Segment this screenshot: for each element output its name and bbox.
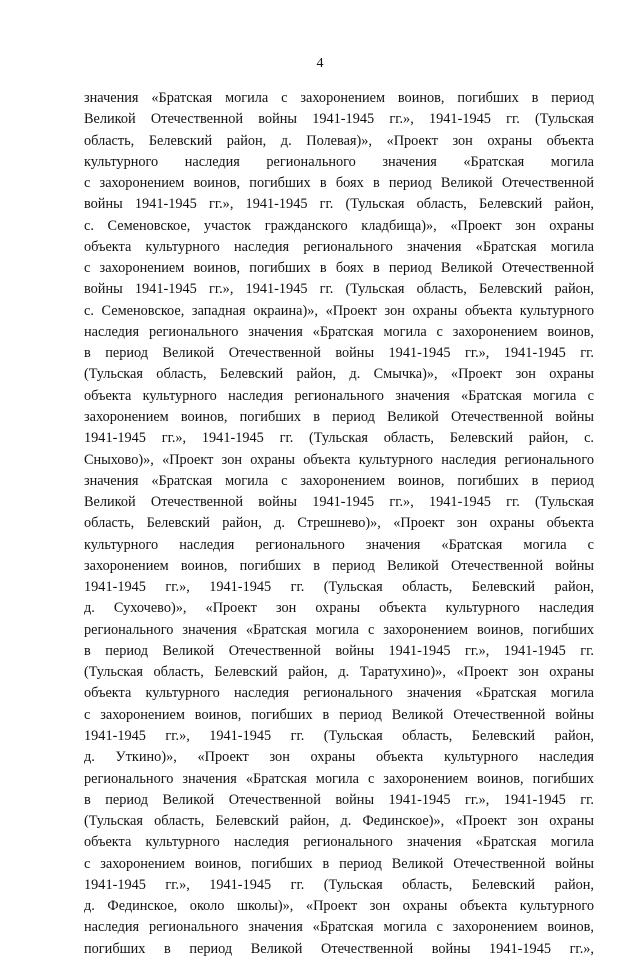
text-line: с. Семеновское, западная окраина)», «Проект зон охраны объекта культурного xyxy=(84,302,594,319)
text-line: (Тульская область, Белевский район, д. Фединское)», «Проект зон охраны xyxy=(84,813,594,830)
text-line: с захоронением воинов, погибших в период Великой Отечественной войны xyxy=(84,706,594,723)
text-line: в период Великой Отечественной войны 1941-1945 гг.», 1941-1945 гг. xyxy=(84,642,594,659)
text-line: культурного наследия регионального значения «Братская могила xyxy=(84,153,594,170)
text-line: 1941-1945 гг.», 1941-1945 гг. (Тульская область, Белевский район, с. xyxy=(84,430,594,447)
text-line: область, Белевский район, д. Стрешнево)», «Проект зон охраны объекта xyxy=(84,515,594,532)
text-line: погибших в период Великой Отечественной войны 1941-1945 гг.», xyxy=(84,940,594,957)
text-line: объекта культурного наследия регионального значения «Братская могила с xyxy=(84,387,594,404)
text-line: культурного наследия регионального значения «Братская могила с xyxy=(84,536,594,553)
text-line: объекта культурного наследия регионального значения «Братская могила xyxy=(84,685,594,702)
text-line: захоронением воинов, погибших в период Великой Отечественной войны xyxy=(84,557,594,574)
text-line: с захоронением воинов, погибших в период Великой Отечественной войны xyxy=(84,855,594,872)
body-text xyxy=(84,88,594,960)
text-line: значения «Братская могила с захоронением воинов, погибших в период xyxy=(84,90,594,106)
text-line: область, Белевский район, д. Полевая)», «Проект зон охраны объекта xyxy=(84,132,594,149)
text-line: с захоронением воинов, погибших в боях в период Великой Отечественной xyxy=(84,175,594,192)
text-line: д. Уткино)», «Проект зон охраны объекта культурного наследия xyxy=(84,749,594,766)
text-line: 1941-1945 гг.», 1941-1945 гг. (Тульская область, Белевский район, xyxy=(84,727,594,744)
text-line: 1941-1945 гг.», 1941-1945 гг. (Тульская область, Белевский район, xyxy=(84,876,594,893)
text-line: (Тульская область, Белевский район, д. Смычка)», «Проект зон охраны xyxy=(84,366,594,383)
text-line: (Тульская область, Белевский район, д. Таратухино)», «Проект зон охраны xyxy=(84,664,594,681)
text-line: наследия регионального значения «Братская могила с захоронением воинов, xyxy=(84,323,594,340)
text-line: в период Великой Отечественной войны 1941-1945 гг.», 1941-1945 гг. xyxy=(84,791,594,808)
text-line: регионального значения «Братская могила с захоронением воинов, погибших xyxy=(84,770,594,787)
text-line: наследия регионального значения «Братская могила с захоронением воинов, xyxy=(84,919,594,936)
text-line: Сныхово)», «Проект зон охраны объекта культурного наследия регионального xyxy=(84,451,594,468)
text-line: войны 1941-1945 гг.», 1941-1945 гг. (Тульская область, Белевский район, xyxy=(84,281,594,298)
page-number: 4 xyxy=(316,56,324,71)
text-line: 1941-1945 гг.», 1941-1945 гг. (Тульская область, Белевский район, xyxy=(84,579,594,596)
text-line: регионального значения «Братская могила с захоронением воинов, погибших xyxy=(84,621,594,638)
text-line: значения «Братская могила с захоронением воинов, погибших в период xyxy=(84,472,594,489)
text-line: д. Сухочево)», «Проект зон охраны объекта культурного наследия xyxy=(84,600,594,617)
text-line: объекта культурного наследия регионального значения «Братская могила xyxy=(84,834,594,851)
text-line: объекта культурного наследия регионального значения «Братская могила xyxy=(84,238,594,255)
text-line: д. Фединское, около школы)», «Проект зон охраны объекта культурного xyxy=(84,898,594,915)
text-line: в период Великой Отечественной войны 1941-1945 гг.», 1941-1945 гг. xyxy=(84,345,594,362)
text-line: с. Семеновское, участок гражданского кладбища)», «Проект зон охраны xyxy=(84,217,594,234)
text-line: Великой Отечественной войны 1941-1945 гг.», 1941-1945 гг. (Тульская xyxy=(84,494,594,511)
text-line: захоронением воинов, погибших в период Великой Отечественной войны xyxy=(84,408,594,425)
text-line: Великой Отечественной войны 1941-1945 гг.», 1941-1945 гг. (Тульская xyxy=(84,111,594,128)
text-line: с захоронением воинов, погибших в боях в период Великой Отечественной xyxy=(84,260,594,277)
text-line: войны 1941-1945 гг.», 1941-1945 гг. (Тульская область, Белевский район, xyxy=(84,196,594,213)
